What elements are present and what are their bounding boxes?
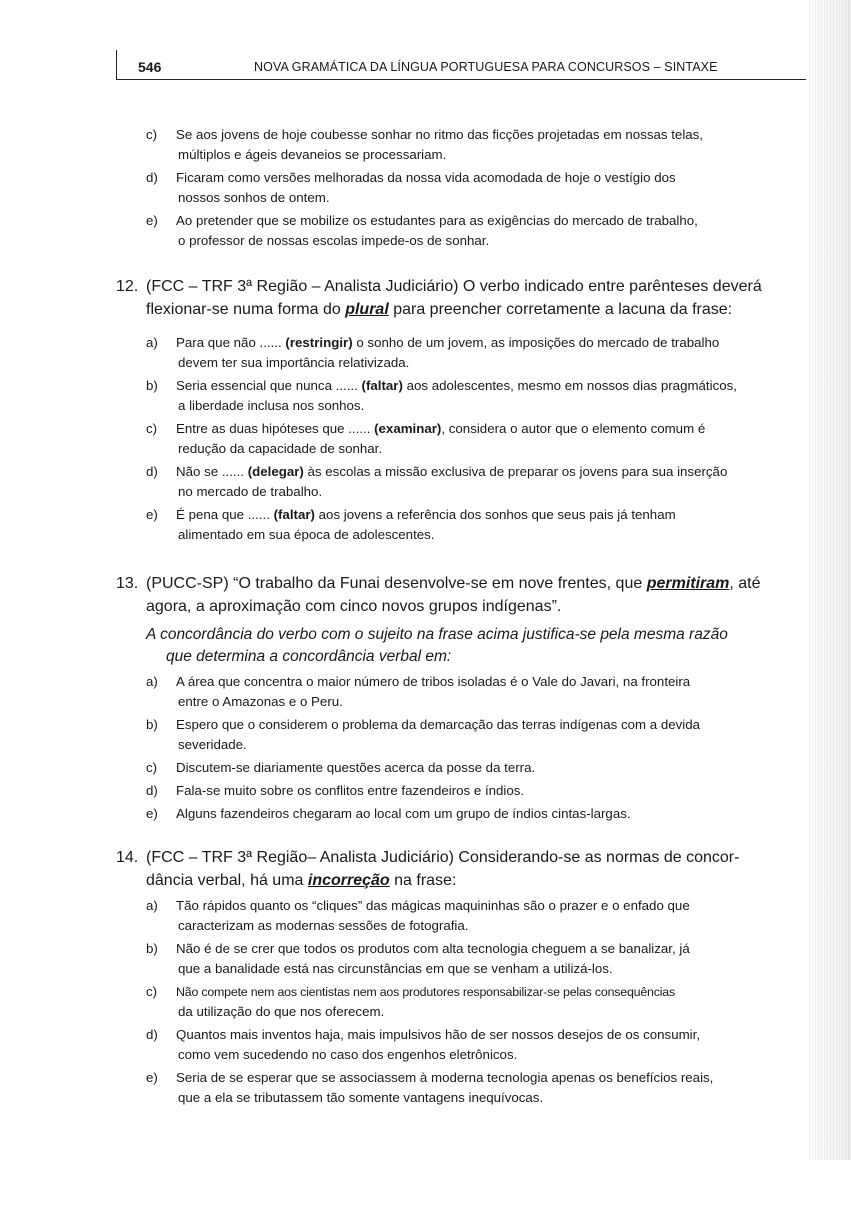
q12-stem [116, 275, 766, 321]
option-text: aos adolescentes, mesmo em nossos dias pragmáticos, [402, 378, 737, 393]
stem-line: (FCC – TRF 3ª Região– Analista Judiciário) Considerando-se as normas de concor- [146, 849, 740, 866]
option-line [146, 462, 762, 482]
option-label: e) [146, 806, 158, 821]
option-line: Tão rápidos quanto os “cliques” das mágicas maquininhas são o prazer e o enfado que [176, 898, 690, 913]
question-13 [116, 572, 766, 668]
option-line [146, 505, 762, 525]
option-line: Discutem-se diariamente questões acerca da posse da terra. [176, 760, 536, 775]
q11-option-e [146, 211, 762, 251]
option-text: Entre as duas hipóteses que ...... [176, 421, 375, 436]
option-line: Quantos mais inventos haja, mais impulsivos hão de ser nossos desejos de os consumir, [176, 1027, 701, 1042]
option-label: e) [146, 1070, 158, 1085]
option-line: Ao pretender que se mobilize os estudantes para as exigências do mercado de trabalho, [176, 213, 698, 228]
option-line: o professor de nossas escolas impede-os de sonhar. [178, 233, 490, 248]
page-header [116, 50, 806, 82]
q14-option-d [146, 1025, 762, 1065]
option-line: no mercado de trabalho. [178, 484, 323, 499]
stem-keyword: incorreção [307, 872, 390, 889]
option-line: A área que concentra o maior número de tribos isoladas é o Vale do Javari, na fronteira [176, 674, 691, 689]
option-verb: (faltar) [361, 378, 403, 393]
option-line: Alguns fazendeiros chegaram ao local com um grupo de índios cintas-largas. [176, 806, 631, 821]
option-label: d) [146, 170, 158, 185]
q12-option-d [146, 462, 762, 502]
q14-options [146, 896, 762, 1111]
option-line [146, 419, 762, 439]
option-label: c) [146, 984, 158, 999]
option-label: d) [146, 783, 158, 798]
option-line: como vem sucedendo no caso dos engenhos eletrônicos. [178, 1047, 518, 1062]
option-line: múltiplos e ágeis devaneios se processariam. [178, 147, 447, 162]
running-title: NOVA GRAMÁTICA DA LÍNGUA PORTUGUESA PARA CONCURSOS – SINTAXE [254, 60, 718, 74]
q13-option-b [146, 715, 762, 755]
option-label: c) [146, 421, 158, 436]
option-line [146, 333, 762, 353]
q14-option-a [146, 896, 762, 936]
q14-option-c [146, 982, 762, 1022]
option-line: Se aos jovens de hoje coubesse sonhar no ritmo das ficções projetadas em nossas telas, [176, 127, 704, 142]
question-number: 13. [116, 575, 139, 592]
q12-option-a [146, 333, 762, 373]
option-line: redução da capacidade de sonhar. [178, 441, 383, 456]
page-number: 546 [138, 59, 162, 75]
header-left-rule [116, 50, 117, 80]
option-text: Não se ...... [176, 464, 248, 479]
stem-line [116, 869, 766, 892]
option-line [146, 376, 762, 396]
scan-edge-shadow [809, 0, 851, 1160]
option-line: Seria de se esperar que se associassem à moderna tecnologia apenas os benefícios reais, [176, 1070, 714, 1085]
option-line: Não compete nem aos cientistas nem aos produtores responsabilizar-se pelas consequências [176, 985, 675, 999]
option-line: da utilização do que nos oferecem. [178, 1004, 385, 1019]
option-line: a liberdade inclusa nos sonhos. [178, 398, 365, 413]
option-line: entre o Amazonas e o Peru. [178, 694, 343, 709]
option-label: a) [146, 335, 158, 350]
option-text: aos jovens a referência dos sonhos que seus pais já tenham [314, 507, 676, 522]
option-label: b) [146, 717, 158, 732]
q11-option-d [146, 168, 762, 208]
option-line: Espero que o considerem o problema da demarcação das terras indígenas com a devida [176, 717, 701, 732]
option-text: às escolas a missão exclusiva de preparar os jovens para sua inserção [303, 464, 728, 479]
option-label: c) [146, 127, 158, 142]
q13-option-d [146, 781, 762, 801]
option-line: que a ela se tributassem tão somente vantagens inequívocas. [178, 1090, 544, 1105]
option-text: , considera o autor que o elemento comum é [441, 421, 706, 436]
option-text: Seria essencial que nunca ...... [176, 378, 362, 393]
stem-keyword: plural [345, 301, 389, 318]
question-number: 14. [116, 849, 139, 866]
option-line: Não é de se crer que todos os produtos com alta tecnologia cheguem a se banalizar, já [176, 941, 690, 956]
stem-line [116, 572, 766, 595]
option-label: a) [146, 674, 158, 689]
stem-text: (PUCC-SP) “O trabalho da Funai desenvolve-se em nove frentes, que [146, 575, 647, 592]
q12-option-c [146, 419, 762, 459]
stem-line: (FCC – TRF 3ª Região – Analista Judiciário) O verbo indicado entre parênteses deverá [146, 278, 762, 295]
question-number: 12. [116, 278, 139, 295]
q13-stem [116, 572, 766, 618]
option-verb: (faltar) [273, 507, 315, 522]
option-label: e) [146, 507, 158, 522]
q11-option-c [146, 125, 762, 165]
q12-option-e [146, 505, 762, 545]
q13-option-e [146, 804, 762, 824]
option-line: alimentado em sua época de adolescentes. [178, 527, 435, 542]
stem-text: dância verbal, há uma [146, 872, 308, 889]
q13-option-c [146, 758, 762, 778]
option-verb: (restringir) [285, 335, 353, 350]
stem-keyword: permitiram [646, 575, 730, 592]
q12-options [146, 333, 762, 548]
stem-text: na frase: [389, 872, 457, 889]
option-line: devem ter sua importância relativizada. [178, 355, 410, 370]
stem-text: para preencher corretamente a lacuna da frase: [388, 301, 733, 318]
option-label: d) [146, 464, 158, 479]
option-text: o sonho de um jovem, as imposições do mercado de trabalho [352, 335, 720, 350]
option-line: nossos sonhos de ontem. [178, 190, 330, 205]
option-verb: (examinar) [374, 421, 442, 436]
q12-option-b [146, 376, 762, 416]
stem-text: , até [729, 575, 761, 592]
option-label: e) [146, 213, 158, 228]
option-line: severidade. [178, 737, 247, 752]
option-line: que a banalidade está nas circunstâncias em que se venham a utilizá-los. [178, 961, 613, 976]
q13-options [146, 672, 762, 827]
option-text: É pena que ...... [176, 507, 274, 522]
option-label: c) [146, 760, 158, 775]
option-line: Ficaram como versões melhoradas da nossa vida acomodada de hoje o vestígio dos [176, 170, 676, 185]
instruction-line: A concordância do verbo com o sujeito na frase acima justifica-se pela mesma razão [146, 626, 728, 643]
stem-line [116, 298, 766, 321]
question-14 [116, 846, 766, 892]
option-verb: (delegar) [247, 464, 304, 479]
stem-text: flexionar-se numa forma do [146, 301, 346, 318]
option-label: b) [146, 378, 158, 393]
instruction-line: que determina a concordância verbal em: [166, 648, 452, 665]
option-label: a) [146, 898, 158, 913]
option-label: b) [146, 941, 158, 956]
stem-line: agora, a aproximação com cinco novos grupos indígenas”. [146, 598, 562, 615]
q13-instruction [116, 624, 766, 668]
option-line: caracterizam as modernas sessões de fotografia. [178, 918, 469, 933]
q14-option-b [146, 939, 762, 979]
q11-options [146, 125, 762, 254]
option-text: Para que não ...... [176, 335, 286, 350]
q14-stem [116, 846, 766, 892]
q13-option-a [146, 672, 762, 712]
option-line: Fala-se muito sobre os conflitos entre fazendeiros e índios. [176, 783, 525, 798]
question-12 [116, 275, 766, 321]
option-label: d) [146, 1027, 158, 1042]
q14-option-e [146, 1068, 762, 1108]
header-rule [116, 79, 806, 80]
